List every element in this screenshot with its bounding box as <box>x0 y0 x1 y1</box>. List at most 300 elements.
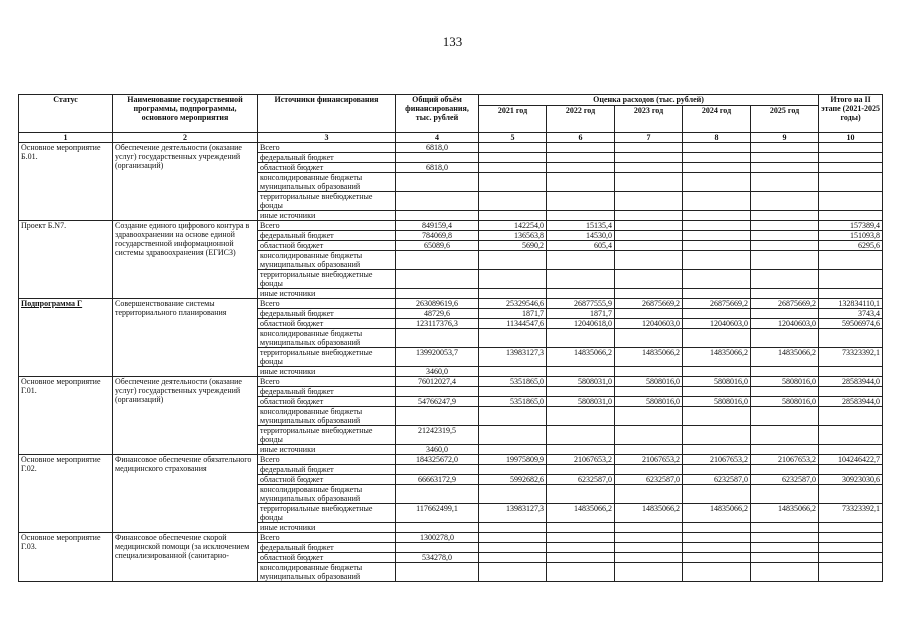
cell-stage <box>819 563 883 582</box>
cell-y2024 <box>683 241 751 251</box>
cell-y2023 <box>615 192 683 211</box>
cell-y2025 <box>751 445 819 455</box>
cell-stage <box>819 143 883 153</box>
table-row <box>19 455 883 465</box>
column-number: 6 <box>547 133 615 143</box>
row-measure-name: Обеспечение деятельности (оказание услуг) государственных учреждений (организаций) <box>113 377 258 455</box>
cell-y2021: 19975809,9 <box>479 455 547 465</box>
row-measure-name: Совершенствование системы территориального планирования <box>113 299 258 377</box>
row-funding-source: иные источники <box>258 211 396 221</box>
cell-stage <box>819 426 883 445</box>
cell-y2024 <box>683 329 751 348</box>
row-funding-source: Всего <box>258 143 396 153</box>
row-status: Основное мероприятие Г.03. <box>19 533 113 582</box>
cell-y2021 <box>479 192 547 211</box>
cell-y2025 <box>751 211 819 221</box>
cell-y2024 <box>683 465 751 475</box>
cell-stage <box>819 407 883 426</box>
cell-y2022 <box>547 329 615 348</box>
cell-y2022 <box>547 543 615 553</box>
cell-y2024 <box>683 192 751 211</box>
cell-y2025: 14835066,2 <box>751 348 819 367</box>
cell-stage <box>819 173 883 192</box>
cell-y2022 <box>547 289 615 299</box>
cell-total: 48729,6 <box>396 309 479 319</box>
cell-y2025 <box>751 387 819 397</box>
cell-y2021 <box>479 329 547 348</box>
cell-y2021: 136563,8 <box>479 231 547 241</box>
cell-y2023 <box>615 221 683 231</box>
cell-y2024 <box>683 289 751 299</box>
cell-total: 534278,0 <box>396 553 479 563</box>
cell-y2024: 5808016,0 <box>683 397 751 407</box>
cell-y2022: 5808031,0 <box>547 397 615 407</box>
cell-y2024 <box>683 173 751 192</box>
cell-y2024 <box>683 533 751 543</box>
cell-y2023 <box>615 367 683 377</box>
header-estimate: Оценка расходов (тыс. рублей) <box>479 95 819 106</box>
row-funding-source: областной бюджет <box>258 553 396 563</box>
cell-y2022: 26877555,9 <box>547 299 615 309</box>
cell-stage <box>819 153 883 163</box>
cell-y2022 <box>547 153 615 163</box>
row-status: Основное мероприятие Б.01. <box>19 143 113 221</box>
cell-stage: 3743,4 <box>819 309 883 319</box>
cell-y2023: 14835066,2 <box>615 504 683 523</box>
cell-stage <box>819 445 883 455</box>
cell-y2025: 5808016,0 <box>751 397 819 407</box>
row-funding-source: областной бюджет <box>258 319 396 329</box>
cell-y2024 <box>683 211 751 221</box>
row-funding-source: Всего <box>258 377 396 387</box>
cell-y2021 <box>479 173 547 192</box>
row-funding-source: Всего <box>258 455 396 465</box>
cell-y2024 <box>683 231 751 241</box>
cell-stage <box>819 543 883 553</box>
financing-table <box>18 94 883 582</box>
cell-stage: 28583944,0 <box>819 397 883 407</box>
cell-y2025 <box>751 241 819 251</box>
cell-stage: 30923030,6 <box>819 475 883 485</box>
cell-total <box>396 251 479 270</box>
cell-y2023: 5808016,0 <box>615 397 683 407</box>
row-funding-source: федеральный бюджет <box>258 309 396 319</box>
cell-y2023 <box>615 407 683 426</box>
cell-y2024 <box>683 270 751 289</box>
cell-total: 6818,0 <box>396 143 479 153</box>
cell-y2022 <box>547 485 615 504</box>
row-funding-source: консолидированные бюджеты муниципальных образований <box>258 407 396 426</box>
cell-total: 1300278,0 <box>396 533 479 543</box>
cell-y2021 <box>479 289 547 299</box>
cell-y2021 <box>479 367 547 377</box>
table-row <box>19 377 883 387</box>
cell-total: 139920053,7 <box>396 348 479 367</box>
cell-y2022 <box>547 173 615 192</box>
cell-stage: 6295,6 <box>819 241 883 251</box>
cell-total <box>396 153 479 163</box>
cell-stage <box>819 211 883 221</box>
row-status: Основное мероприятие Г.02. <box>19 455 113 533</box>
cell-y2023: 26875669,2 <box>615 299 683 309</box>
cell-y2023 <box>615 251 683 270</box>
cell-total <box>396 289 479 299</box>
cell-y2024 <box>683 221 751 231</box>
cell-y2021 <box>479 143 547 153</box>
cell-y2025: 21067653,2 <box>751 455 819 465</box>
column-numbers-row <box>19 133 883 143</box>
cell-stage <box>819 270 883 289</box>
header-year-2021: 2021 год <box>479 106 547 133</box>
cell-y2022 <box>547 270 615 289</box>
row-measure-name: Финансовое обеспечение скорой медицинской помощи (за исключением специализированной (санитарно- <box>113 533 258 582</box>
cell-y2021 <box>479 553 547 563</box>
cell-y2024: 21067653,2 <box>683 455 751 465</box>
cell-y2024: 6232587,0 <box>683 475 751 485</box>
cell-y2025 <box>751 143 819 153</box>
cell-y2025 <box>751 367 819 377</box>
cell-y2021: 5351865,0 <box>479 377 547 387</box>
cell-y2025 <box>751 523 819 533</box>
header-name: Наименование государственной программы, подпрограммы, основного мероприятия <box>113 95 258 133</box>
row-funding-source: Всего <box>258 299 396 309</box>
cell-y2025 <box>751 289 819 299</box>
cell-y2023 <box>615 241 683 251</box>
cell-y2021 <box>479 563 547 582</box>
cell-y2021 <box>479 426 547 445</box>
header-year-2024: 2024 год <box>683 106 751 133</box>
header-year-2025: 2025 год <box>751 106 819 133</box>
row-funding-source: консолидированные бюджеты муниципальных образований <box>258 329 396 348</box>
cell-y2021 <box>479 465 547 475</box>
cell-y2021 <box>479 543 547 553</box>
cell-y2021: 13983127,3 <box>479 504 547 523</box>
cell-y2024 <box>683 387 751 397</box>
cell-y2025 <box>751 309 819 319</box>
cell-y2022 <box>547 387 615 397</box>
cell-total: 3460,0 <box>396 445 479 455</box>
cell-total: 54766247,9 <box>396 397 479 407</box>
cell-y2024 <box>683 426 751 445</box>
cell-y2025 <box>751 163 819 173</box>
cell-stage <box>819 329 883 348</box>
cell-stage <box>819 367 883 377</box>
column-number: 7 <box>615 133 683 143</box>
cell-total <box>396 270 479 289</box>
cell-total <box>396 329 479 348</box>
cell-y2023 <box>615 163 683 173</box>
cell-y2025: 26875669,2 <box>751 299 819 309</box>
cell-y2022 <box>547 553 615 563</box>
cell-y2021: 5351865,0 <box>479 397 547 407</box>
cell-y2024 <box>683 553 751 563</box>
cell-y2025 <box>751 221 819 231</box>
cell-y2025 <box>751 270 819 289</box>
header-stage-total: Итого на II этапе (2021-2025 годы) <box>819 95 883 133</box>
cell-y2023 <box>615 465 683 475</box>
cell-y2021 <box>479 251 547 270</box>
cell-y2023 <box>615 426 683 445</box>
cell-y2024 <box>683 445 751 455</box>
table-body <box>19 143 883 582</box>
cell-total: 184325672,0 <box>396 455 479 465</box>
cell-y2021: 1871,7 <box>479 309 547 319</box>
header-year-2023: 2023 год <box>615 106 683 133</box>
cell-y2022: 14835066,2 <box>547 504 615 523</box>
cell-y2023: 6232587,0 <box>615 475 683 485</box>
table-row <box>19 221 883 231</box>
row-funding-source: территориальные внебюджетные фонды <box>258 426 396 445</box>
cell-y2023 <box>615 563 683 582</box>
cell-y2025: 5808016,0 <box>751 377 819 387</box>
row-funding-source: консолидированные бюджеты муниципальных образований <box>258 563 396 582</box>
cell-total: 117662499,1 <box>396 504 479 523</box>
cell-y2025 <box>751 533 819 543</box>
cell-total: 263089619,6 <box>396 299 479 309</box>
cell-stage: 151093,8 <box>819 231 883 241</box>
cell-stage: 28583944,0 <box>819 377 883 387</box>
table-row <box>19 299 883 309</box>
cell-y2023 <box>615 289 683 299</box>
cell-stage <box>819 387 883 397</box>
cell-y2023 <box>615 329 683 348</box>
cell-y2022: 6232587,0 <box>547 475 615 485</box>
cell-y2024 <box>683 143 751 153</box>
cell-y2021 <box>479 211 547 221</box>
cell-y2025 <box>751 553 819 563</box>
cell-stage: 132834110,1 <box>819 299 883 309</box>
cell-y2024 <box>683 485 751 504</box>
cell-y2024 <box>683 153 751 163</box>
cell-stage <box>819 163 883 173</box>
cell-y2024 <box>683 163 751 173</box>
row-status: Подпрограмма Г <box>19 299 113 377</box>
cell-stage <box>819 251 883 270</box>
cell-total: 3460,0 <box>396 367 479 377</box>
cell-stage <box>819 523 883 533</box>
column-number: 2 <box>113 133 258 143</box>
cell-y2022 <box>547 192 615 211</box>
header-total: Общий объём финансирования, тыс. рублей <box>396 95 479 133</box>
cell-y2021: 25329546,6 <box>479 299 547 309</box>
row-funding-source: федеральный бюджет <box>258 387 396 397</box>
row-measure-name: Обеспечение деятельности (оказание услуг) государственных учреждений (организаций) <box>113 143 258 221</box>
cell-y2023 <box>615 543 683 553</box>
row-funding-source: Всего <box>258 221 396 231</box>
row-status: Основное мероприятие Г.01. <box>19 377 113 455</box>
cell-y2024 <box>683 367 751 377</box>
cell-y2021 <box>479 407 547 426</box>
cell-y2023 <box>615 445 683 455</box>
cell-y2021: 5992682,6 <box>479 475 547 485</box>
row-funding-source: федеральный бюджет <box>258 543 396 553</box>
cell-stage: 104246422,7 <box>819 455 883 465</box>
cell-y2022 <box>547 407 615 426</box>
cell-total <box>396 192 479 211</box>
cell-y2023 <box>615 270 683 289</box>
column-number: 1 <box>19 133 113 143</box>
cell-stage: 73323392,1 <box>819 504 883 523</box>
cell-total <box>396 407 479 426</box>
cell-total: 784069,8 <box>396 231 479 241</box>
cell-y2023 <box>615 387 683 397</box>
cell-y2021 <box>479 163 547 173</box>
row-funding-source: территориальные внебюджетные фонды <box>258 348 396 367</box>
cell-y2022 <box>547 465 615 475</box>
cell-stage <box>819 485 883 504</box>
row-funding-source: федеральный бюджет <box>258 153 396 163</box>
cell-y2023 <box>615 523 683 533</box>
cell-total <box>396 387 479 397</box>
cell-y2022 <box>547 445 615 455</box>
cell-y2023 <box>615 143 683 153</box>
cell-y2022: 14530,0 <box>547 231 615 241</box>
header-status: Статус <box>19 95 113 133</box>
cell-y2024 <box>683 523 751 533</box>
cell-y2024: 14835066,2 <box>683 348 751 367</box>
cell-y2022 <box>547 367 615 377</box>
cell-total: 65089,6 <box>396 241 479 251</box>
cell-y2022: 605,4 <box>547 241 615 251</box>
table-row <box>19 143 883 153</box>
cell-total: 66663172,9 <box>396 475 479 485</box>
cell-stage: 157389,4 <box>819 221 883 231</box>
cell-total: 21242319,5 <box>396 426 479 445</box>
cell-y2023 <box>615 309 683 319</box>
row-funding-source: территориальные внебюджетные фонды <box>258 504 396 523</box>
cell-total <box>396 173 479 192</box>
row-funding-source: консолидированные бюджеты муниципальных образований <box>258 485 396 504</box>
page-number: 133 <box>442 34 463 49</box>
cell-y2022: 14835066,2 <box>547 348 615 367</box>
row-funding-source: консолидированные бюджеты муниципальных образований <box>258 173 396 192</box>
cell-y2021 <box>479 533 547 543</box>
cell-y2022: 15135,4 <box>547 221 615 231</box>
cell-y2022 <box>547 426 615 445</box>
row-measure-name: Создание единого цифрового контура в здравоохранении на основе единой государственной информационной системы здравоохранения (ЕГИСЗ) <box>113 221 258 299</box>
row-funding-source: иные источники <box>258 523 396 533</box>
cell-stage <box>819 533 883 543</box>
cell-y2025: 6232587,0 <box>751 475 819 485</box>
cell-y2024: 12040603,0 <box>683 319 751 329</box>
cell-total: 123117376,3 <box>396 319 479 329</box>
cell-y2025 <box>751 153 819 163</box>
cell-y2025: 12040603,0 <box>751 319 819 329</box>
cell-y2024 <box>683 251 751 270</box>
table-row <box>19 533 883 543</box>
cell-y2025 <box>751 231 819 241</box>
cell-y2021 <box>479 445 547 455</box>
cell-y2025: 14835066,2 <box>751 504 819 523</box>
row-funding-source: Всего <box>258 533 396 543</box>
row-funding-source: территориальные внебюджетные фонды <box>258 270 396 289</box>
row-measure-name: Финансовое обеспечение обязательного медицинского страхования <box>113 455 258 533</box>
row-funding-source: консолидированные бюджеты муниципальных образований <box>258 251 396 270</box>
cell-y2023 <box>615 211 683 221</box>
column-number: 3 <box>258 133 396 143</box>
header-sources: Источники финансирования <box>258 95 396 133</box>
cell-y2023 <box>615 553 683 563</box>
cell-y2022: 1871,7 <box>547 309 615 319</box>
row-status: Проект Б.N7. <box>19 221 113 299</box>
cell-y2025 <box>751 251 819 270</box>
row-funding-source: территориальные внебюджетные фонды <box>258 192 396 211</box>
cell-total: 6818,0 <box>396 163 479 173</box>
cell-y2025 <box>751 485 819 504</box>
cell-stage <box>819 289 883 299</box>
cell-y2022 <box>547 251 615 270</box>
cell-y2023: 14835066,2 <box>615 348 683 367</box>
cell-y2022 <box>547 533 615 543</box>
cell-y2024: 5808016,0 <box>683 377 751 387</box>
row-funding-source: областной бюджет <box>258 163 396 173</box>
cell-y2024 <box>683 309 751 319</box>
cell-y2021 <box>479 485 547 504</box>
cell-y2025 <box>751 465 819 475</box>
cell-y2021 <box>479 270 547 289</box>
cell-y2025 <box>751 543 819 553</box>
header-year-2022: 2022 год <box>547 106 615 133</box>
cell-total: 849159,4 <box>396 221 479 231</box>
row-funding-source: областной бюджет <box>258 475 396 485</box>
cell-y2021: 142254,0 <box>479 221 547 231</box>
cell-y2023 <box>615 173 683 192</box>
row-funding-source: областной бюджет <box>258 241 396 251</box>
cell-y2021: 11344547,6 <box>479 319 547 329</box>
cell-y2021 <box>479 523 547 533</box>
cell-y2023: 21067653,2 <box>615 455 683 465</box>
cell-y2024 <box>683 407 751 426</box>
row-funding-source: иные источники <box>258 445 396 455</box>
column-number: 5 <box>479 133 547 143</box>
row-funding-source: иные источники <box>258 367 396 377</box>
cell-y2021 <box>479 387 547 397</box>
cell-total <box>396 211 479 221</box>
cell-y2025 <box>751 329 819 348</box>
cell-stage: 59506974,6 <box>819 319 883 329</box>
column-number: 9 <box>751 133 819 143</box>
cell-y2023 <box>615 153 683 163</box>
cell-y2022 <box>547 211 615 221</box>
column-number: 4 <box>396 133 479 143</box>
column-number: 8 <box>683 133 751 143</box>
cell-y2025 <box>751 173 819 192</box>
cell-y2022 <box>547 143 615 153</box>
cell-y2022 <box>547 163 615 173</box>
row-funding-source: иные источники <box>258 289 396 299</box>
cell-total <box>396 563 479 582</box>
cell-y2024 <box>683 543 751 553</box>
column-number: 10 <box>819 133 883 143</box>
cell-total <box>396 523 479 533</box>
cell-y2022: 5808031,0 <box>547 377 615 387</box>
cell-y2025 <box>751 426 819 445</box>
cell-total: 76012027,4 <box>396 377 479 387</box>
cell-y2022: 21067653,2 <box>547 455 615 465</box>
cell-stage <box>819 192 883 211</box>
row-funding-source: федеральный бюджет <box>258 465 396 475</box>
cell-y2023 <box>615 533 683 543</box>
cell-stage <box>819 465 883 475</box>
cell-y2021 <box>479 153 547 163</box>
cell-total <box>396 485 479 504</box>
cell-y2025 <box>751 563 819 582</box>
cell-total <box>396 465 479 475</box>
cell-y2025 <box>751 407 819 426</box>
cell-y2021: 13983127,3 <box>479 348 547 367</box>
cell-total <box>396 543 479 553</box>
cell-y2023: 5808016,0 <box>615 377 683 387</box>
